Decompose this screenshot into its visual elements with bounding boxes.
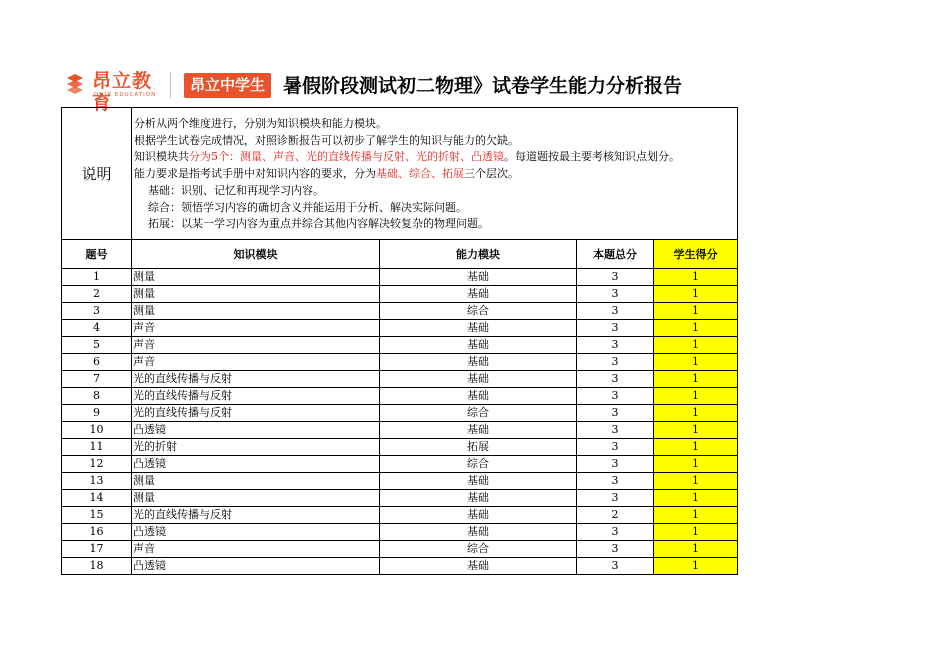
question-no-cell: 8 — [62, 387, 132, 404]
total-points-cell: 3 — [577, 472, 654, 489]
ability-module-cell: 基础 — [380, 387, 577, 404]
table-row — [62, 421, 738, 438]
description-body — [132, 108, 738, 240]
header-ability-module: 能力模块 — [380, 239, 577, 268]
knowledge-module-cell: 测量 — [132, 472, 380, 489]
knowledge-module-cell: 光的直线传播与反射 — [132, 404, 380, 421]
total-points-cell: 3 — [577, 557, 654, 574]
description-line: 根据学生试卷完成情况，对照诊断报告可以初步了解学生的知识与能力的欠缺。 — [134, 133, 519, 147]
student-score-cell: 1 — [654, 370, 738, 387]
brand-logo — [62, 70, 162, 114]
knowledge-module-cell: 声音 — [132, 353, 380, 370]
description-line: 综合：领悟学习内容的确切含义并能运用于分析、解决实际问题。 — [148, 200, 467, 214]
table-row — [62, 455, 738, 472]
table-row — [62, 506, 738, 523]
table-row — [62, 268, 738, 285]
question-no-cell: 1 — [62, 268, 132, 285]
total-points-cell: 3 — [577, 387, 654, 404]
table-row — [62, 489, 738, 506]
knowledge-modules-highlight: 分为5个：测量、声音、光的直线传播与反射、光的折射、凸透镜 — [189, 150, 504, 164]
total-points-cell: 3 — [577, 302, 654, 319]
student-score-cell: 1 — [654, 421, 738, 438]
table-row — [62, 438, 738, 455]
table-row — [62, 557, 738, 574]
ability-module-cell: 基础 — [380, 506, 577, 523]
student-score-cell: 1 — [654, 557, 738, 574]
knowledge-module-cell: 凸透镜 — [132, 455, 380, 472]
table-row — [62, 285, 738, 302]
student-score-cell: 1 — [654, 523, 738, 540]
ability-module-cell: 综合 — [380, 404, 577, 421]
ability-module-cell: 基础 — [380, 268, 577, 285]
ability-module-cell: 基础 — [380, 353, 577, 370]
question-no-cell: 16 — [62, 523, 132, 540]
question-no-cell: 5 — [62, 336, 132, 353]
student-score-cell: 1 — [654, 472, 738, 489]
table-row — [62, 387, 738, 404]
header-total-points: 本题总分 — [577, 239, 654, 268]
table-row — [62, 523, 738, 540]
knowledge-module-cell: 声音 — [132, 336, 380, 353]
total-points-cell: 3 — [577, 319, 654, 336]
total-points-cell: 3 — [577, 455, 654, 472]
knowledge-module-cell: 凸透镜 — [132, 557, 380, 574]
knowledge-module-cell: 测量 — [132, 302, 380, 319]
student-score-cell: 1 — [654, 353, 738, 370]
total-points-cell: 3 — [577, 523, 654, 540]
question-no-cell: 12 — [62, 455, 132, 472]
total-points-cell: 3 — [577, 285, 654, 302]
knowledge-module-cell: 光的直线传播与反射 — [132, 370, 380, 387]
question-no-cell: 14 — [62, 489, 132, 506]
brand-logo-subtext: ONLY EDUCATION — [94, 92, 157, 98]
total-points-cell: 3 — [577, 336, 654, 353]
question-no-cell: 9 — [62, 404, 132, 421]
question-no-cell: 15 — [62, 506, 132, 523]
ability-module-cell: 基础 — [380, 285, 577, 302]
knowledge-module-cell: 声音 — [132, 540, 380, 557]
ability-module-cell: 基础 — [380, 319, 577, 336]
ability-module-cell: 基础 — [380, 489, 577, 506]
header-knowledge-module: 知识模块 — [132, 239, 380, 268]
total-points-cell: 3 — [577, 353, 654, 370]
page-title: 暑假阶段测试初二物理》试卷学生能力分析报告 — [283, 75, 683, 97]
brand-logo-icon — [64, 72, 86, 96]
ability-module-cell: 基础 — [380, 336, 577, 353]
student-score-cell: 1 — [654, 302, 738, 319]
ability-module-cell: 基础 — [380, 557, 577, 574]
student-score-cell: 1 — [654, 319, 738, 336]
table-row — [62, 302, 738, 319]
table-row — [62, 472, 738, 489]
table-row — [62, 336, 738, 353]
brand-logo-text: 昂立教育 — [92, 70, 153, 114]
description-row — [62, 108, 738, 240]
ability-module-cell: 综合 — [380, 455, 577, 472]
program-badge: 昂立中学生 — [184, 73, 271, 98]
knowledge-module-cell: 声音 — [132, 319, 380, 336]
student-score-cell: 1 — [654, 540, 738, 557]
description-line: 基础：识别、记忆和再现学习内容。 — [148, 183, 324, 197]
ability-module-cell: 拓展 — [380, 438, 577, 455]
question-no-cell: 10 — [62, 421, 132, 438]
ability-levels-highlight: 基础、综合、拓展 — [376, 167, 464, 181]
question-no-cell: 18 — [62, 557, 132, 574]
knowledge-module-cell: 测量 — [132, 285, 380, 302]
analysis-table — [61, 107, 738, 575]
header-question-no: 题号 — [62, 239, 132, 268]
question-no-cell: 11 — [62, 438, 132, 455]
student-score-cell: 1 — [654, 489, 738, 506]
total-points-cell: 3 — [577, 268, 654, 285]
student-score-cell: 1 — [654, 336, 738, 353]
table-header-row — [62, 239, 738, 268]
total-points-cell: 3 — [577, 404, 654, 421]
ability-module-cell: 基础 — [380, 472, 577, 489]
description-line: 分析从两个维度进行，分别为知识模块和能力模块。 — [134, 117, 387, 130]
question-no-cell: 2 — [62, 285, 132, 302]
student-score-cell: 1 — [654, 268, 738, 285]
student-score-cell: 1 — [654, 455, 738, 472]
knowledge-module-cell: 光的折射 — [132, 438, 380, 455]
question-no-cell: 17 — [62, 540, 132, 557]
question-no-cell: 6 — [62, 353, 132, 370]
total-points-cell: 3 — [577, 438, 654, 455]
question-no-cell: 7 — [62, 370, 132, 387]
table-row — [62, 319, 738, 336]
total-points-cell: 3 — [577, 370, 654, 387]
total-points-cell: 3 — [577, 540, 654, 557]
header-student-score: 学生得分 — [654, 239, 738, 268]
student-score-cell: 1 — [654, 506, 738, 523]
question-no-cell: 4 — [62, 319, 132, 336]
student-score-cell: 1 — [654, 404, 738, 421]
total-points-cell: 3 — [577, 489, 654, 506]
ability-module-cell: 综合 — [380, 302, 577, 319]
description-line: 知识模块共分为5个：测量、声音、光的直线传播与反射、光的折射、凸透镜。每道题按最主要考核知识点划分。 — [134, 150, 680, 164]
table-row — [62, 353, 738, 370]
question-no-cell: 13 — [62, 472, 132, 489]
report-header — [62, 70, 762, 114]
student-score-cell: 1 — [654, 285, 738, 302]
ability-module-cell: 基础 — [380, 523, 577, 540]
table-row — [62, 370, 738, 387]
table-row — [62, 540, 738, 557]
knowledge-module-cell: 光的直线传播与反射 — [132, 506, 380, 523]
ability-module-cell: 基础 — [380, 370, 577, 387]
ability-module-cell: 综合 — [380, 540, 577, 557]
total-points-cell: 3 — [577, 421, 654, 438]
student-score-cell: 1 — [654, 387, 738, 404]
knowledge-module-cell: 测量 — [132, 489, 380, 506]
knowledge-module-cell: 凸透镜 — [132, 523, 380, 540]
description-label: 说明 — [62, 108, 132, 240]
description-line: 能力要求是指考试手册中对知识内容的要求，分为基础、综合、拓展三个层次。 — [134, 167, 519, 181]
student-score-cell: 1 — [654, 438, 738, 455]
knowledge-module-cell: 测量 — [132, 268, 380, 285]
ability-module-cell: 基础 — [380, 421, 577, 438]
total-points-cell: 2 — [577, 506, 654, 523]
description-line: 拓展：以某一学习内容为重点并综合其他内容解决较复杂的物理问题。 — [148, 217, 489, 231]
knowledge-module-cell: 凸透镜 — [132, 421, 380, 438]
question-no-cell: 3 — [62, 302, 132, 319]
knowledge-module-cell: 光的直线传播与反射 — [132, 387, 380, 404]
table-row — [62, 404, 738, 421]
header-divider — [170, 72, 171, 98]
